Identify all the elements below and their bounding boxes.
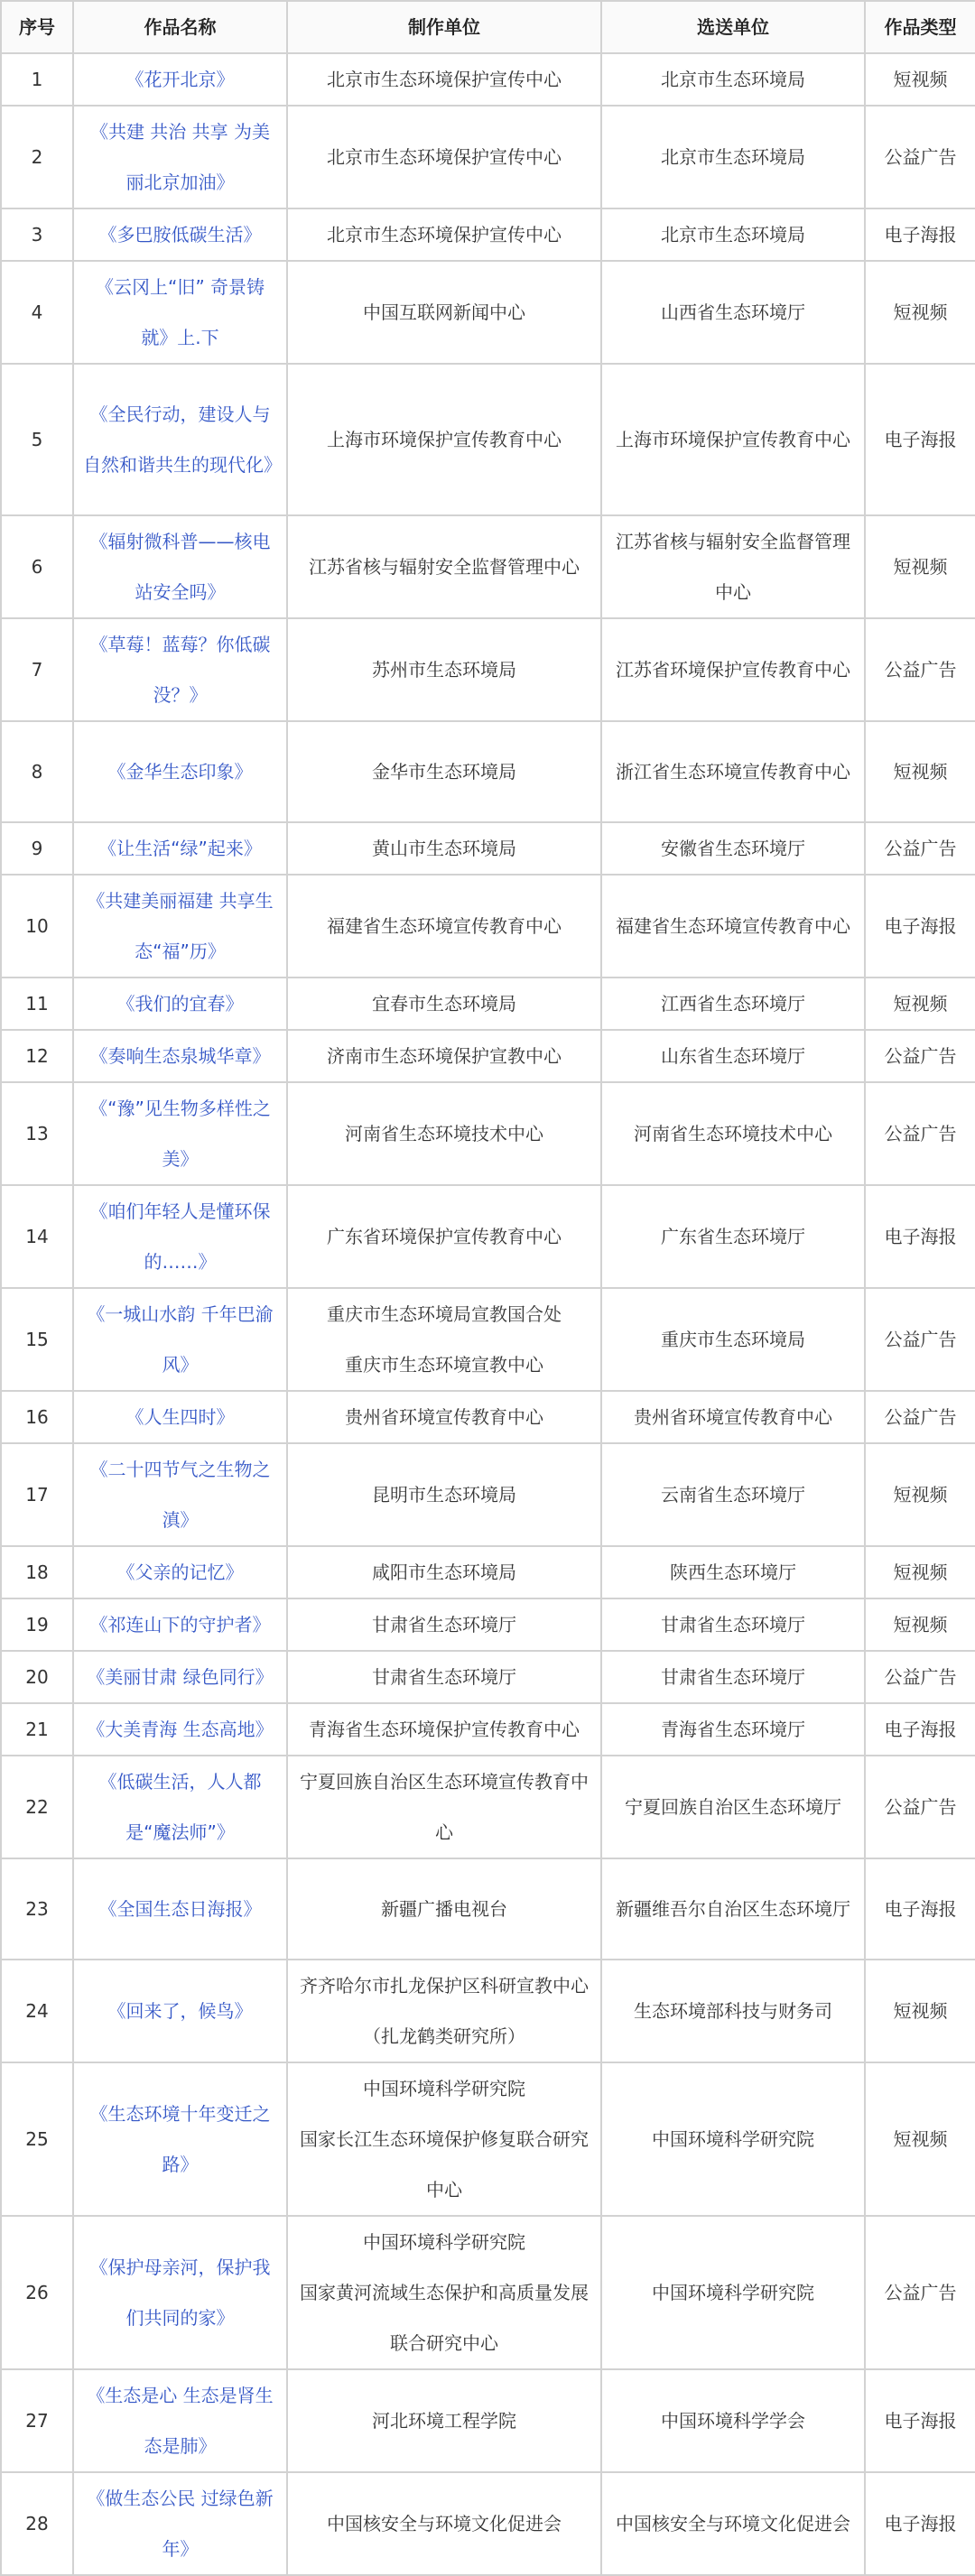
producer-line: 甘肃省生态环境厅 — [372, 1666, 516, 1688]
row-number: 22 — [1, 1756, 73, 1858]
row-number: 21 — [1, 1703, 73, 1756]
title-line: 《辐射微科普——核电站安全吗》 — [89, 531, 271, 603]
title-line: 《人生四时》 — [125, 1406, 235, 1428]
work-title-link[interactable] — [73, 1651, 287, 1703]
submitter-cell — [601, 1030, 865, 1082]
table-row — [1, 1288, 975, 1391]
producer-line: 北京市生态环境保护宣传中心 — [327, 69, 562, 90]
work-type: 短视频 — [865, 721, 975, 822]
producer-cell — [287, 1651, 601, 1703]
producer-line: 河北环境工程学院 — [372, 2410, 516, 2432]
submitter-line: 北京市生态环境局 — [661, 69, 805, 90]
table-row — [1, 875, 975, 978]
title-line: 《我们的宜春》 — [116, 993, 244, 1015]
submitter-cell — [601, 515, 865, 618]
title-line: 《金华生态印象》 — [107, 761, 253, 783]
row-number: 15 — [1, 1288, 73, 1391]
row-number: 17 — [1, 1443, 73, 1546]
table-body — [1, 53, 975, 2575]
submitter-line: 陕西生态环境厅 — [670, 1561, 796, 1583]
producer-line: 新疆广播电视台 — [381, 1898, 507, 1920]
title-line: 《草莓！蓝莓？你低碳没？》 — [89, 634, 271, 706]
producer-line: 齐齐哈尔市扎龙保护区科研宣教中心（扎龙鹤类研究所） — [300, 1975, 589, 2047]
work-type: 电子海报 — [865, 364, 975, 515]
work-title-link[interactable] — [73, 53, 287, 106]
submitter-cell — [601, 822, 865, 875]
submitter-cell — [601, 2062, 865, 2216]
producer-line: 宜春市生态环境局 — [372, 993, 516, 1015]
producer-line: 甘肃省生态环境厅 — [372, 1614, 516, 1635]
header-producer: 制作单位 — [287, 1, 601, 53]
submitter-cell — [601, 1288, 865, 1391]
table-row — [1, 978, 975, 1030]
title-line: 《“豫”见生物多样性之美》 — [89, 1098, 271, 1170]
submitter-line: 上海市环境保护宣传教育中心 — [616, 429, 850, 450]
row-number: 25 — [1, 2062, 73, 2216]
producer-cell — [287, 2216, 601, 2369]
submitter-line: 新疆维吾尔自治区生态环境厅 — [616, 1898, 850, 1920]
title-line: 《让生活“绿”起来》 — [98, 838, 262, 859]
work-title-link[interactable] — [73, 1756, 287, 1858]
producer-cell — [287, 2369, 601, 2472]
row-number: 20 — [1, 1651, 73, 1703]
title-line: 《全国生态日海报》 — [98, 1898, 262, 1920]
work-title-link[interactable] — [73, 1030, 287, 1082]
submitter-cell — [601, 875, 865, 978]
producer-line: 北京市生态环境保护宣传中心 — [327, 224, 562, 246]
submitter-cell — [601, 1858, 865, 1960]
table-row — [1, 53, 975, 106]
row-number: 12 — [1, 1030, 73, 1082]
submitter-cell — [601, 1082, 865, 1185]
producer-cell — [287, 2062, 601, 2216]
producer-cell — [287, 1858, 601, 1960]
work-type: 短视频 — [865, 53, 975, 106]
producer-line: 上海市环境保护宣传教育中心 — [327, 429, 562, 450]
producer-cell — [287, 1703, 601, 1756]
work-title-link[interactable] — [73, 1082, 287, 1185]
table-row — [1, 1858, 975, 1960]
work-type: 公益广告 — [865, 1288, 975, 1391]
producer-cell — [287, 208, 601, 261]
submitter-line: 广东省生态环境厅 — [661, 1226, 805, 1247]
producer-cell — [287, 978, 601, 1030]
table-row — [1, 1703, 975, 1756]
title-line: 《多巴胺低碳生活》 — [98, 224, 262, 246]
submitter-cell — [601, 1756, 865, 1858]
work-type: 短视频 — [865, 1598, 975, 1651]
table-row — [1, 822, 975, 875]
submitter-cell — [601, 1185, 865, 1288]
submitter-cell — [601, 261, 865, 364]
producer-line: 贵州省环境宣传教育中心 — [345, 1406, 543, 1428]
work-type: 短视频 — [865, 1546, 975, 1598]
work-title-link[interactable] — [73, 721, 287, 822]
work-title-link[interactable] — [73, 2369, 287, 2472]
producer-line: 广东省环境保护宣传教育中心 — [327, 1226, 562, 1247]
producer-line: 国家长江生态环境保护修复联合研究中心 — [300, 2128, 589, 2201]
work-title-link[interactable] — [73, 2062, 287, 2216]
producer-cell — [287, 1288, 601, 1391]
submitter-line: 生态环境部科技与财务司 — [634, 2000, 832, 2022]
submitter-line: 江苏省环境保护宣传教育中心 — [616, 659, 850, 681]
producer-line: 济南市生态环境保护宣教中心 — [327, 1045, 562, 1067]
submitter-cell — [601, 1960, 865, 2062]
title-line: 《云冈上“旧” 奇景铸就》上.下 — [95, 276, 265, 348]
submitter-line: 山东省生态环境厅 — [661, 1045, 805, 1067]
producer-cell — [287, 1082, 601, 1185]
table-header-row — [1, 1, 975, 53]
table-row — [1, 1030, 975, 1082]
row-number: 6 — [1, 515, 73, 618]
work-type: 电子海报 — [865, 2472, 975, 2575]
table-row — [1, 1651, 975, 1703]
producer-cell — [287, 364, 601, 515]
title-line: 《花开北京》 — [125, 69, 235, 90]
submitter-cell — [601, 2369, 865, 2472]
table-row — [1, 1185, 975, 1288]
work-title-link[interactable] — [73, 822, 287, 875]
work-type: 电子海报 — [865, 208, 975, 261]
producer-line: 宁夏回族自治区生态环境宣传教育中心 — [300, 1771, 589, 1843]
title-line: 《保护母亲河，保护我们共同的家》 — [89, 2256, 271, 2329]
producer-line: 福建省生态环境宣传教育中心 — [327, 915, 562, 937]
producer-line: 中国互联网新闻中心 — [363, 301, 525, 323]
work-type: 公益广告 — [865, 1651, 975, 1703]
table-row — [1, 106, 975, 208]
row-number: 11 — [1, 978, 73, 1030]
work-type: 短视频 — [865, 261, 975, 364]
work-type: 电子海报 — [865, 1185, 975, 1288]
row-number: 26 — [1, 2216, 73, 2369]
producer-line: 中国环境科学研究院 — [363, 2078, 525, 2099]
submitter-line: 北京市生态环境局 — [661, 224, 805, 246]
work-type: 公益广告 — [865, 1030, 975, 1082]
producer-line: 咸阳市生态环境局 — [372, 1561, 516, 1583]
row-number: 10 — [1, 875, 73, 978]
work-type: 电子海报 — [865, 2369, 975, 2472]
row-number: 4 — [1, 261, 73, 364]
producer-cell — [287, 1960, 601, 2062]
submitter-cell — [601, 1443, 865, 1546]
header-type: 作品类型 — [865, 1, 975, 53]
submitter-line: 江苏省核与辐射安全监督管理中心 — [616, 531, 850, 603]
work-title-link[interactable] — [73, 1858, 287, 1960]
producer-cell — [287, 721, 601, 822]
work-title-link[interactable] — [73, 2472, 287, 2575]
work-type: 公益广告 — [865, 2216, 975, 2369]
submitter-line: 浙江省生态环境宣传教育中心 — [616, 761, 850, 783]
producer-line: 昆明市生态环境局 — [372, 1484, 516, 1506]
submitter-cell — [601, 106, 865, 208]
title-line: 《父亲的记忆》 — [116, 1561, 244, 1583]
producer-cell — [287, 1598, 601, 1651]
table-row — [1, 1960, 975, 2062]
work-type: 公益广告 — [865, 1756, 975, 1858]
work-title-link[interactable] — [73, 1703, 287, 1756]
row-number: 13 — [1, 1082, 73, 1185]
work-type: 公益广告 — [865, 618, 975, 721]
producer-line: 青海省生态环境保护宣传教育中心 — [309, 1719, 580, 1740]
work-title-link[interactable] — [73, 1546, 287, 1598]
title-line: 《全民行动，建设人与自然和谐共生的现代化》 — [83, 403, 282, 476]
row-number: 7 — [1, 618, 73, 721]
work-type: 公益广告 — [865, 1082, 975, 1185]
submitter-cell — [601, 208, 865, 261]
submitter-line: 河南省生态环境技术中心 — [634, 1123, 832, 1144]
producer-cell — [287, 2472, 601, 2575]
row-number: 23 — [1, 1858, 73, 1960]
title-line: 《二十四节气之生物之滇》 — [89, 1459, 271, 1531]
producer-cell — [287, 106, 601, 208]
row-number: 8 — [1, 721, 73, 822]
title-line: 《生态是心 生态是肾生态是肺》 — [87, 2385, 274, 2457]
title-line: 《大美青海 生态高地》 — [87, 1719, 274, 1740]
table-row — [1, 1443, 975, 1546]
producer-cell — [287, 618, 601, 721]
submitter-cell — [601, 721, 865, 822]
title-line: 《生态环境十年变迁之路》 — [89, 2103, 271, 2175]
producer-cell — [287, 1391, 601, 1443]
producer-cell — [287, 261, 601, 364]
work-type: 电子海报 — [865, 1858, 975, 1960]
submitter-line: 甘肃省生态环境厅 — [661, 1614, 805, 1635]
table-row — [1, 364, 975, 515]
submitter-line: 福建省生态环境宣传教育中心 — [616, 915, 850, 937]
producer-line: 河南省生态环境技术中心 — [345, 1123, 543, 1144]
work-type: 短视频 — [865, 1960, 975, 2062]
submitter-cell — [601, 1651, 865, 1703]
work-title-link[interactable] — [73, 618, 287, 721]
producer-line: 苏州市生态环境局 — [372, 659, 516, 681]
submitter-cell — [601, 53, 865, 106]
row-number: 24 — [1, 1960, 73, 2062]
row-number: 2 — [1, 106, 73, 208]
title-line: 《共建 共治 共享 为美丽北京加油》 — [89, 121, 271, 193]
submitter-line: 贵州省环境宣传教育中心 — [634, 1406, 832, 1428]
row-number: 9 — [1, 822, 73, 875]
title-line: 《美丽甘肃 绿色同行》 — [87, 1666, 274, 1688]
title-line: 《回来了，候鸟》 — [107, 2000, 253, 2022]
producer-cell — [287, 1443, 601, 1546]
title-line: 《做生态公民 过绿色新年》 — [87, 2488, 274, 2560]
submitter-line: 青海省生态环境厅 — [661, 1719, 805, 1740]
row-number: 27 — [1, 2369, 73, 2472]
table-row — [1, 721, 975, 822]
producer-line: 北京市生态环境保护宣传中心 — [327, 146, 562, 168]
table-row — [1, 208, 975, 261]
row-number: 5 — [1, 364, 73, 515]
work-type: 短视频 — [865, 1443, 975, 1546]
table-row — [1, 515, 975, 618]
work-title-link[interactable] — [73, 1185, 287, 1288]
work-type: 短视频 — [865, 515, 975, 618]
producer-line: 中国环境科学研究院 — [363, 2231, 525, 2253]
table-row — [1, 2472, 975, 2575]
submitter-cell — [601, 364, 865, 515]
submitter-line: 安徽省生态环境厅 — [661, 838, 805, 859]
work-type: 短视频 — [865, 978, 975, 1030]
row-number: 16 — [1, 1391, 73, 1443]
producer-line: 国家黄河流域生态保护和高质量发展联合研究中心 — [300, 2282, 589, 2354]
work-title-link[interactable] — [73, 364, 287, 515]
work-title-link[interactable] — [73, 875, 287, 978]
work-title-link[interactable] — [73, 208, 287, 261]
title-line: 《共建美丽福建 共享生态“福”历》 — [87, 890, 274, 962]
title-line: 《奏响生态泉城华章》 — [89, 1045, 271, 1067]
work-type: 电子海报 — [865, 875, 975, 978]
work-type: 公益广告 — [865, 1391, 975, 1443]
submitter-line: 山西省生态环境厅 — [661, 301, 805, 323]
producer-cell — [287, 822, 601, 875]
table-row — [1, 1598, 975, 1651]
table-row — [1, 1546, 975, 1598]
row-number: 3 — [1, 208, 73, 261]
producer-cell — [287, 1185, 601, 1288]
submitter-cell — [601, 1546, 865, 1598]
submitter-cell — [601, 618, 865, 721]
submitter-line: 北京市生态环境局 — [661, 146, 805, 168]
title-line: 《咱们年轻人是懂环保的……》 — [89, 1200, 271, 1273]
work-type: 电子海报 — [865, 1703, 975, 1756]
table-row — [1, 2062, 975, 2216]
submitter-cell — [601, 2472, 865, 2575]
submitter-line: 江西省生态环境厅 — [661, 993, 805, 1015]
header-number: 序号 — [1, 1, 73, 53]
header-title: 作品名称 — [73, 1, 287, 53]
producer-cell — [287, 53, 601, 106]
submitter-line: 重庆市生态环境局 — [661, 1329, 805, 1350]
submitter-cell — [601, 2216, 865, 2369]
table-row — [1, 2369, 975, 2472]
title-line: 《祁连山下的守护者》 — [89, 1614, 271, 1635]
producer-cell — [287, 875, 601, 978]
submitter-line: 中国核安全与环境文化促进会 — [616, 2513, 850, 2534]
row-number: 19 — [1, 1598, 73, 1651]
work-title-link[interactable] — [73, 261, 287, 364]
producer-line: 中国核安全与环境文化促进会 — [327, 2513, 562, 2534]
row-number: 14 — [1, 1185, 73, 1288]
submitter-cell — [601, 1703, 865, 1756]
title-line: 《低碳生活，人人都是“魔法师”》 — [98, 1771, 262, 1843]
work-type: 公益广告 — [865, 822, 975, 875]
submitter-cell — [601, 1598, 865, 1651]
work-type: 公益广告 — [865, 106, 975, 208]
producer-line: 江苏省核与辐射安全监督管理中心 — [309, 556, 580, 578]
table-row — [1, 1756, 975, 1858]
row-number: 28 — [1, 2472, 73, 2575]
submitter-cell — [601, 1391, 865, 1443]
producer-cell — [287, 1546, 601, 1598]
table-row — [1, 1391, 975, 1443]
submitter-line: 中国环境科学学会 — [661, 2410, 805, 2432]
producer-cell — [287, 1756, 601, 1858]
work-title-link[interactable] — [73, 1443, 287, 1546]
producer-cell — [287, 515, 601, 618]
table-row — [1, 1082, 975, 1185]
table-row — [1, 618, 975, 721]
work-title-link[interactable] — [73, 1391, 287, 1443]
work-title-link[interactable] — [73, 106, 287, 208]
work-title-link[interactable] — [73, 2216, 287, 2369]
table-row — [1, 2216, 975, 2369]
row-number: 18 — [1, 1546, 73, 1598]
header-submitter: 选送单位 — [601, 1, 865, 53]
submitter-cell — [601, 978, 865, 1030]
table-row — [1, 261, 975, 364]
work-title-link[interactable] — [73, 1960, 287, 2062]
work-title-link[interactable] — [73, 515, 287, 618]
producer-line: 重庆市生态环境宣教中心 — [345, 1354, 543, 1376]
work-title-link[interactable] — [73, 1288, 287, 1391]
work-title-link[interactable] — [73, 978, 287, 1030]
title-line: 《一城山水韵 千年巴渝风》 — [87, 1303, 274, 1376]
producer-line: 黄山市生态环境局 — [372, 838, 516, 859]
work-type: 短视频 — [865, 2062, 975, 2216]
submitter-line: 中国环境科学研究院 — [652, 2282, 814, 2303]
producer-line: 金华市生态环境局 — [372, 761, 516, 783]
row-number: 1 — [1, 53, 73, 106]
submitter-line: 中国环境科学研究院 — [652, 2128, 814, 2150]
producer-line: 重庆市生态环境局宣教国合处 — [327, 1303, 562, 1325]
work-title-link[interactable] — [73, 1598, 287, 1651]
submitter-line: 云南省生态环境厅 — [661, 1484, 805, 1506]
submitter-line: 宁夏回族自治区生态环境厅 — [625, 1796, 841, 1818]
producer-cell — [287, 1030, 601, 1082]
submitter-line: 甘肃省生态环境厅 — [661, 1666, 805, 1688]
